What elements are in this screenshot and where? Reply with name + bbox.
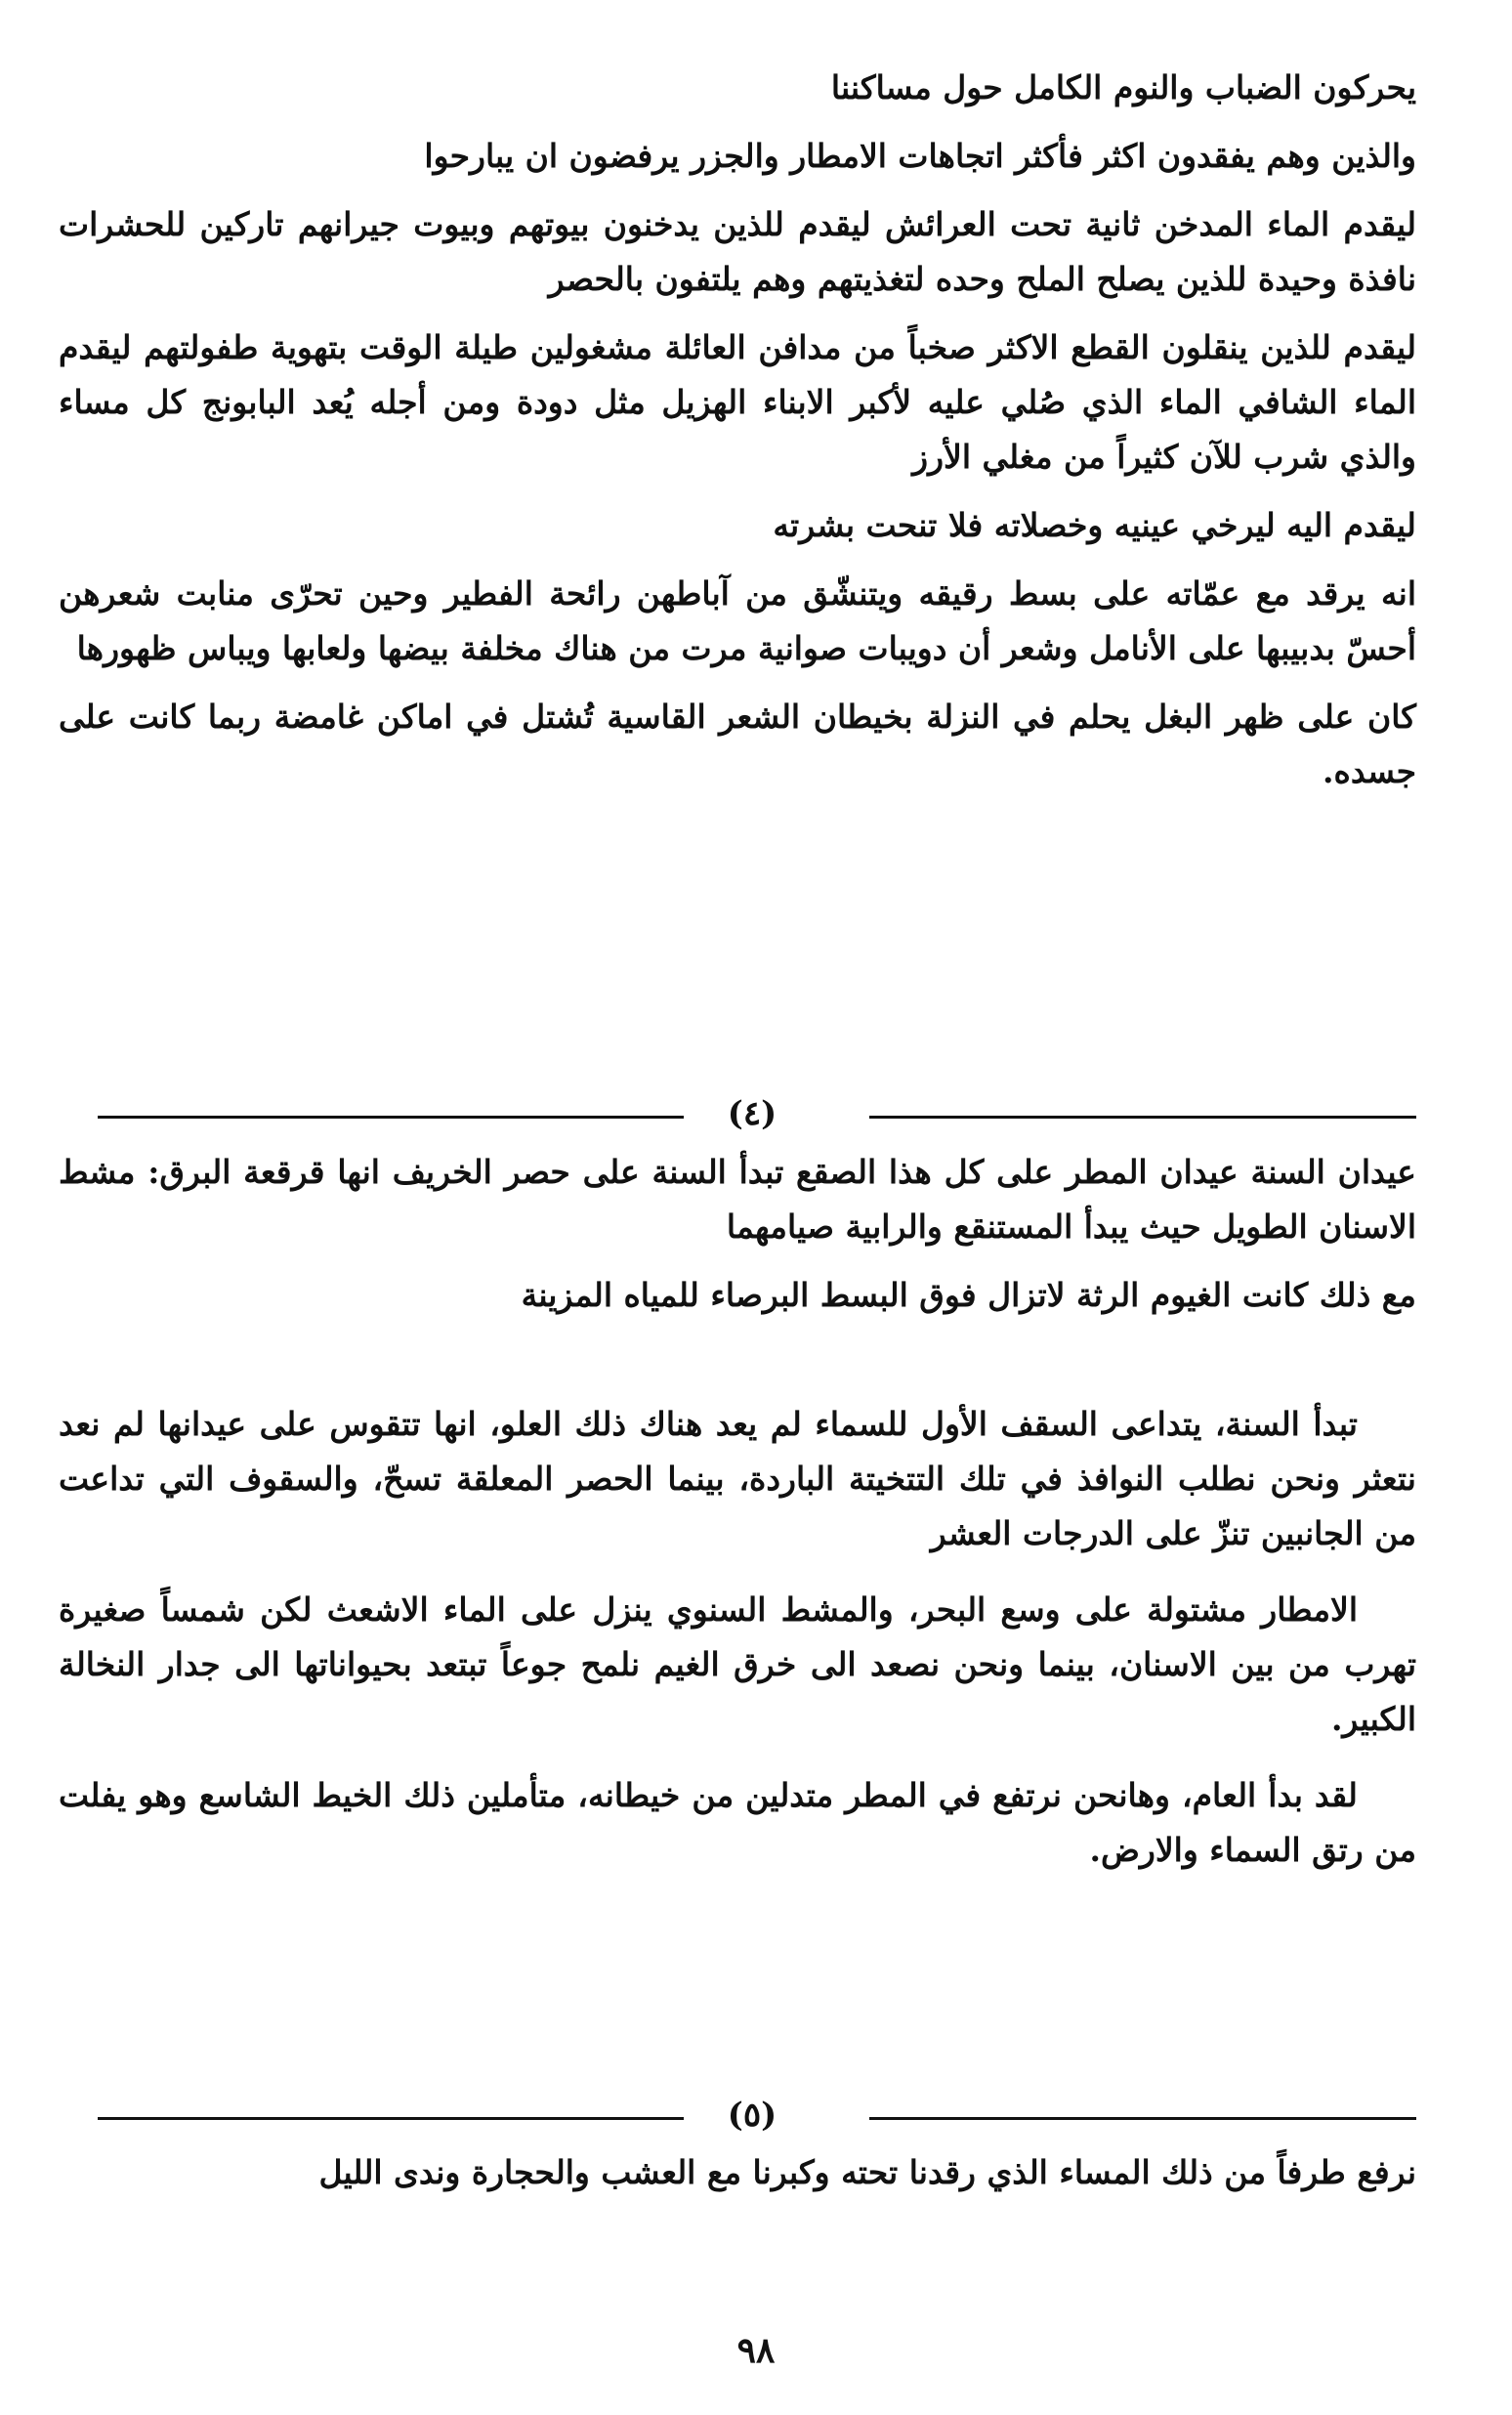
paragraph: والذين وهم يفقدون اكثر فأكثر اتجاهات الامطار والجزر يرفضون ان يبارحوا [424,137,1416,175]
section-divider-5 [59,2086,1416,2144]
paragraph: الامطار مشتولة على وسع البحر، والمشط السنوي ينزل على الماء الاشعث لكن شمساً صغيرة تهرب من بين الاسنان، بينما ونحن نصعد الى خرق الغيم نلمح جوعاً تبتعد بحيواناتها الى جدار النخالة الكبير. [59,1590,1416,1738]
paragraph: لقد بدأ العام، وهانحن نرتفع في المطر متدلين من خيطانه، متأملين ذلك الخيط الشاسع وهو يفلت من رتق السماء والارض. [59,1776,1416,1869]
paragraph: عيدان السنة عيدان المطر على كل هذا الصقع تبدأ السنة على حصر الخريف انها قرقعة البرق: مشط الاسنان الطويل حيث يبدأ المستنقع والرابية صيامهما [59,1153,1416,1246]
paragraph: كان على ظهر البغل يحلم في النزلة بخيطان الشعر القاسية تُشتل في اماكن غامضة ربما كانت على جسده. [59,698,1416,790]
paragraph: ليقدم للذين ينقلون القطع الاكثر صخباً من مدافن العائلة مشغولين طيلة الوقت بتهوية طفولتهم ليقدم الماء الشافي الماء الذي صُلي عليه لأكبر الابناء الهزيل مثل دودة ومن أجله يُعد البابونج كل مساء والذي شرب للآن كثيراً من مغلي الأرز [59,328,1416,476]
paragraph: انه يرقد مع عمّاته على بسط رقيقه ويتنشّق من آباطهن رائحة الفطير وحين تحرّى منابت شعرهن أحسّ بدبيبها على الأنامل وشعر أن دويبات صوانية مرت من هناك مخلفة بيضها ولعابها ويباس ظهورها [59,574,1416,667]
text-block-top [59,61,1416,799]
paragraph: نرفع طرفاً من ذلك المساء الذي رقدنا تحته وكبرنا مع العشب والحجارة وندى الليل [318,2153,1416,2191]
section-divider-4 [59,1084,1416,1143]
section-number: (٤) [727,1094,777,1133]
divider-line [98,2117,684,2120]
divider-line [869,2117,1416,2120]
paragraph: يحركون الضباب والنوم الكامل حول مساكننا [830,68,1416,106]
page-number: ٩٨ [736,2330,776,2371]
text-block-section-4-continued [59,1397,1416,1878]
divider-line [869,1116,1416,1119]
text-block-section-4 [59,1145,1416,1323]
paragraph: تبدأ السنة، يتداعى السقف الأول للسماء لم يعد هناك ذلك العلو، انها تتقوس على عيدانها لم نعد نتعثر ونحن نطلب النوافذ في تلك التتخيتة الباردة، بينما الحصر المعلقة تسحّ، والسقوف التي تداعت من الجانبين تنزّ على الدرجات العشر [59,1405,1416,1552]
paragraph: ليقدم الماء المدخن ثانية تحت العرائش ليقدم للذين يدخنون بيوتهم وبيوت جيرانهم تاركين للحشرات نافذة وحيدة للذين يصلح الملح وحده لتغذيتهم وهم يلتفون بالحصر [59,205,1416,298]
divider-line [98,1116,684,1119]
paragraph: مع ذلك كانت الغيوم الرثة لاتزال فوق البسط البرصاء للمياه المزينة [521,1276,1416,1314]
text-block-section-5 [59,2145,1416,2200]
section-number: (٥) [727,2096,777,2135]
paragraph: ليقدم اليه ليرخي عينيه وخصلاته فلا تنحت بشرته [773,506,1416,544]
